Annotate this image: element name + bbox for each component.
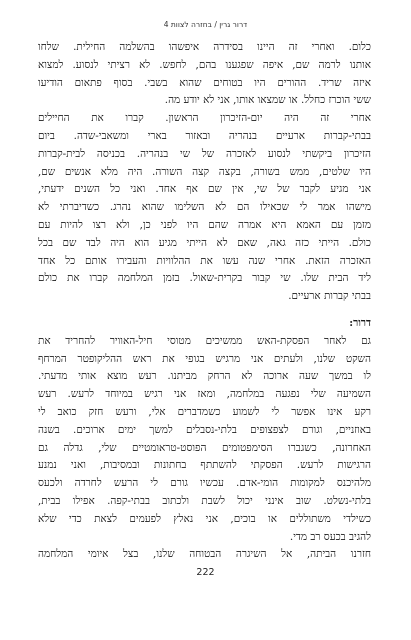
text-line: האחרונה, כשגברו הסימפטומים הפוסט-טראומטיים שלי, גדלה גם — [38, 441, 371, 454]
text-line: השקט שלנו, ולעתים אני מרגיש בגופי את ראש ההליקופטר המרחף — [38, 352, 371, 365]
text-line: היו שלטים, ממש בשורה, בקצה קצה השורה. היה מלא אנשים שם, — [38, 165, 371, 178]
text-line: בבתי-קברות ארעיים בנהריה ובאזור בארי ומשאבי-שדה. ביום — [38, 129, 371, 142]
text-line: איזה שריד. ההורים היו בטוחים שהוא בשבי. בסוף פתאום הודיעו — [38, 76, 371, 89]
text-line: כלום. ואחרי זה היינו בסידרה איפשהו בהשלמה החילית. שלחו — [38, 41, 371, 53]
text-line: באוזניים, וגורם לצפצופים בלתי-נסבלים למשך ימים ארוכים. בשנה — [38, 423, 371, 436]
text-line: גם לאחר הפסקת-האש ממשיכים מטוסי חיל-האוויר להחריד את — [38, 334, 371, 347]
body-text — [38, 39, 371, 564]
section-spacer — [38, 306, 371, 315]
text-line: מלהיכנס למקומות הומי-אדם. עכשיו גורם לי הרעש לחרדה ולכעס — [38, 477, 371, 490]
speaker-heading: דרור: — [349, 316, 371, 329]
text-line: הזיכרון ביקשתי לנסוע לאזכרה של שי בנהריה. בכניסה לבית-קברות — [38, 147, 371, 160]
paragraph — [38, 333, 371, 547]
text-line: אני מגיע לקבר של שי, אין שם אף אחד. ואני כל השנים ידעתי, — [38, 183, 371, 196]
text-line: האזכרה הזאת. אחרי שנה עשו את ההלוויות והעבירו אותם כל אחד — [38, 254, 371, 267]
text-line: כשילדי משתוללים או בוכים, אני נאלץ לפעמים לצאת כדי שלא — [38, 512, 371, 525]
page-number: 222 — [196, 567, 215, 578]
text-line: בבתי קברות ארעיים. — [288, 290, 371, 303]
text-line: אחרי זה היה יום-הזיכרון הראשון. קברו את החיילים — [38, 112, 371, 125]
paragraph — [38, 39, 371, 110]
text-line: חזרנו הביתה, אל השיגרה הבטוחה שלנו, בצל איומי המלחמה — [38, 548, 371, 561]
text-line: להגיב בכעס רב מדי. — [289, 530, 371, 543]
running-header: דרור גרין / בחזרה לצוות 4 — [163, 20, 248, 29]
text-line: ליד הבית שלו. שי קבור בקרית-שאול. בזמן המלחמה קברו את כולם — [38, 272, 371, 285]
text-line: כולם. הייתי כזה גאה, שאם לא הייתי מגיע הוא היה לבד שם בכל — [38, 236, 371, 249]
text-line: הרגישות לרעש. הפסקתי להשתתף בחתונות ובמסיבות, ואני נמנע — [38, 459, 371, 472]
text-line: ששי הוכרז כחלל. או שמצאו אותו, אני לא יודע מה. — [164, 94, 371, 107]
text-line: אותנו לרמה שם, איפה שפגענו בהם, לחפש. לא רציתי לנסוע. למצוא — [38, 58, 371, 71]
text-line: השמיעה שלי נפגעה במלחמה, ומאז אני רגיש במיוחד לרעש. רעש — [38, 388, 371, 401]
text-line: מישהו אמר לי שכאילו הם לא השלימו שהוא נהרג. כשדיברתי לא — [38, 201, 371, 214]
text-line: לו במשך שעה ארוכה לא הרחק מביתנו. רעש מוצא אותי מדעתי. — [38, 370, 371, 383]
text-line: מזמן עם האמא היא אמרה שהם היו לפני כן, ולא רצו להיות עם — [38, 218, 371, 231]
paragraph — [38, 110, 371, 306]
paragraph — [38, 546, 371, 564]
text-line: רקע אינו אפשר לי לשמוע כשמדברים אלי, ורעש חזק כואב לי — [38, 405, 371, 418]
text-line: בלתי-נשלט. שוב אינני יכול לשבת ולכתוב בבתי-קפה. אפילו בבית, — [38, 494, 371, 507]
